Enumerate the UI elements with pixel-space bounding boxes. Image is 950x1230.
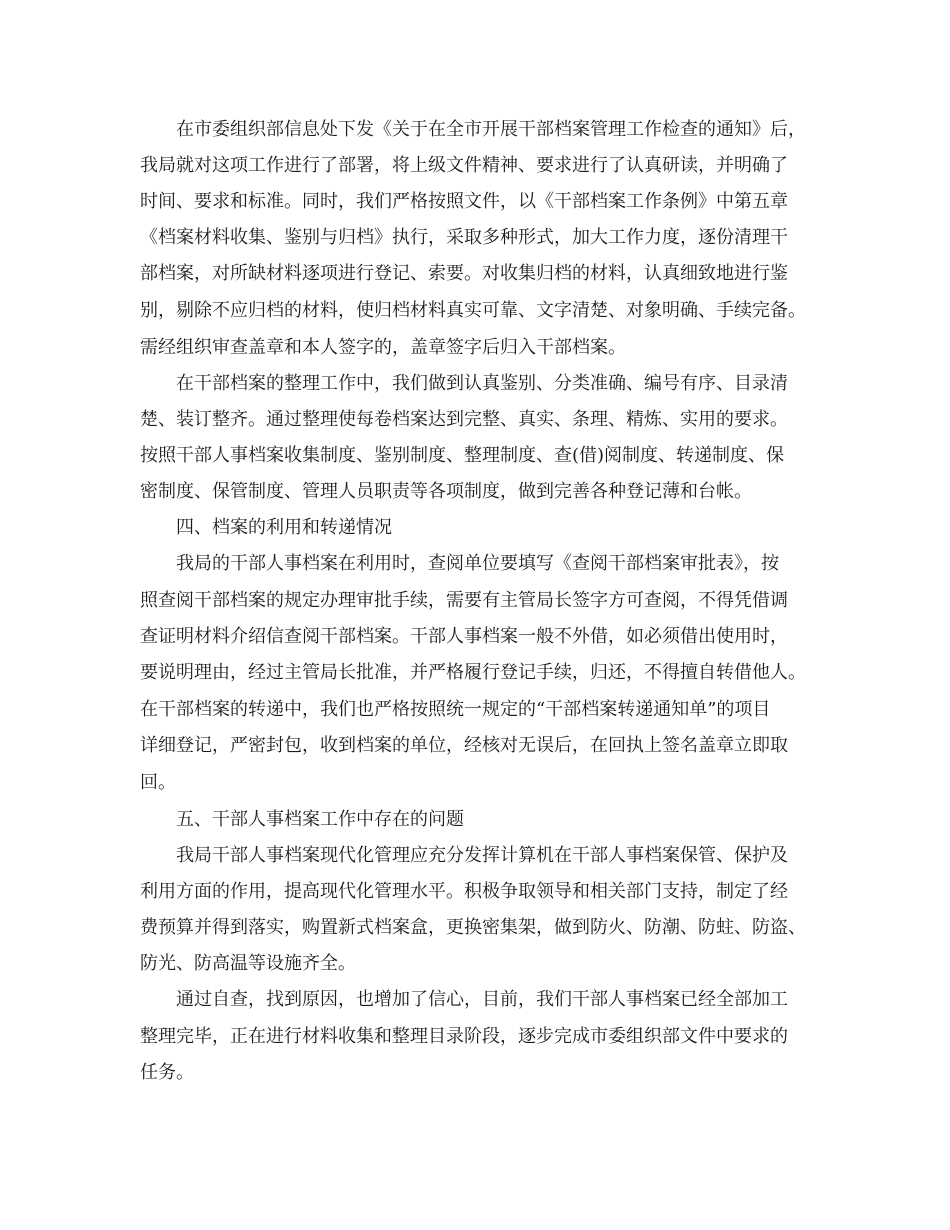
text-line: 在干部档案的转递中，我们也严格按照统一规定的“干部档案转递通知单”的项目 <box>140 699 771 720</box>
text-line: 楚、装订整齐。通过整理使每卷档案达到完整、真实、条理、精炼、实用的要求。 <box>140 409 788 430</box>
text-line: 我局就对这项工作进行了部署，将上级文件精神、要求进行了认真研读，并明确了 <box>140 155 788 176</box>
text-line: 利用方面的作用，提高现代化管理水平。积极争取领导和相关部门支持，制定了经 <box>140 881 788 902</box>
text-line: 任务。 <box>140 1062 194 1083</box>
text-line: 按照干部人事档案收集制度、鉴别制度、整理制度、查(借)阅制度、转递制度、保 <box>140 445 785 466</box>
text-line: 费预算并得到落实，购置新式档案盒，更换密集架，做到防火、防潮、防蛀、防盗、 <box>140 917 806 938</box>
text-line: 在市委组织部信息处下发《关于在全市开展干部档案管理工作检查的通知》后， <box>176 119 806 140</box>
section-heading: 四、档案的利用和转递情况 <box>176 517 392 538</box>
text-line: 照查阅干部档案的规定办理审批手续，需要有主管局长签字方可查阅，不得凭借调 <box>140 590 788 611</box>
text-line: 在干部档案的整理工作中，我们做到认真鉴别、分类准确、编号有序、目录清 <box>176 373 788 394</box>
text-line: 我局干部人事档案现代化管理应充分发挥计算机在干部人事档案保管、保护及 <box>176 845 788 866</box>
text-line: 时间、要求和标准。同时，我们严格按照文件，以《干部档案工作条例》中第五章 <box>140 191 788 212</box>
text-line: 回。 <box>140 772 176 793</box>
text-line: 详细登记，严密封包，收到档案的单位，经核对无误后，在回执上签名盖章立即取 <box>140 735 788 756</box>
text-line: 需经组织审查盖章和本人签字的，盖章签字后归入干部档案。 <box>140 337 626 358</box>
text-line: 我局的干部人事档案在利用时，查阅单位要填写《查阅干部档案审批表》，按 <box>176 553 779 574</box>
text-line: 密制度、保管制度、管理人员职责等各项制度，做到完善各种登记薄和台帐。 <box>140 481 752 502</box>
text-line: 部档案，对所缺材料逐项进行登记、索要。对收集归档的材料，认真细致地进行鉴 <box>140 263 788 284</box>
section-heading: 五、干部人事档案工作中存在的问题 <box>176 809 464 830</box>
text-line: 要说明理由，经过主管局长批准，并严格履行登记手续，归还，不得擅自转借他人。 <box>140 662 806 683</box>
text-line: 查证明材料介绍信查阅干部档案。干部人事档案一般不外借，如必须借出使用时， <box>140 626 788 647</box>
text-line: 防光、防高温等设施齐全。 <box>140 953 356 974</box>
text-line: 整理完毕，正在进行材料收集和整理目录阶段，逐步完成市委组织部文件中要求的 <box>140 1026 788 1047</box>
text-line: 通过自查，找到原因，也增加了信心，目前，我们干部人事档案已经全部加工 <box>176 989 788 1010</box>
text-line: 别，剔除不应归档的材料，使归档材料真实可靠、文字清楚、对象明确、手续完备。 <box>140 300 806 321</box>
text-line: 《档案材料收集、鉴别与归档》执行，采取多种形式，加大工作力度，逐份清理干 <box>140 227 788 248</box>
